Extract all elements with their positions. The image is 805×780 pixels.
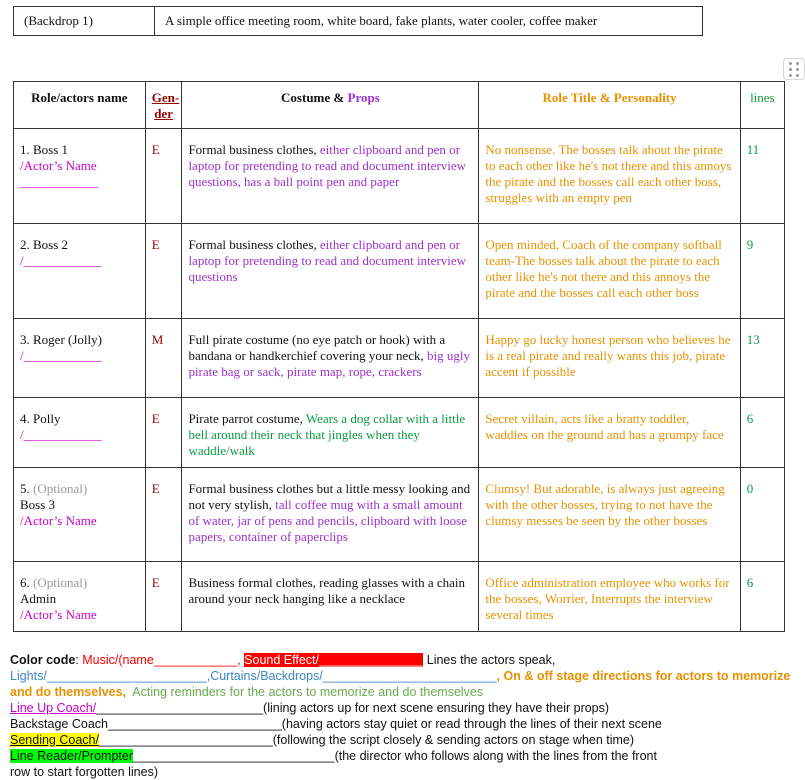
table-row [14, 562, 785, 632]
role-cell [14, 562, 146, 632]
acting-reminders-label: Acting reminders for the actors to memorize and do themselves [126, 685, 484, 699]
role-cell [14, 398, 146, 468]
table-row [14, 224, 785, 319]
actor-name-field[interactable]: /____________ [20, 253, 102, 268]
legend-line-2 [10, 668, 800, 700]
music-label: Music/(name____________, [82, 653, 245, 667]
table-row [14, 129, 785, 224]
actor-name-field[interactable]: /Actor’s Name [20, 513, 97, 528]
role-cell [14, 224, 146, 319]
optional-label: (Optional) [33, 481, 88, 496]
props-text: big ugly pirate bag or sack, pirate map, rope, crackers [188, 348, 471, 379]
table-row [14, 398, 785, 468]
sending-coach-desc: (following the script closely & sending actors on stage when time) [272, 733, 635, 747]
actor-name-field[interactable]: /Actor’s Name [20, 607, 97, 622]
gender-cell: E [145, 468, 182, 562]
table-row [14, 319, 785, 398]
props-text: either clipboard and pen or laptop for pretending to read and document interview questions [188, 237, 467, 284]
line-reader-desc: (the director who follows along with the lines from the front [334, 749, 657, 763]
backstage-coach-desc: (having actors stay quiet or read through the lines of their next scene [281, 717, 662, 731]
title-cell: Open minded, Coach of the company softball team-The bosses talk about the pirate to each other like he's not there and this annoys the pirate and the bosses call each other boss [479, 224, 740, 319]
props-text: tall coffee mug with a small amount of water, jar of pens and pencils, clipboard with loose papers, container of paperclips [188, 497, 467, 544]
gender-cell: M [145, 319, 182, 398]
costume-cell [182, 224, 479, 319]
actor-name-field[interactable]: /____________ [20, 427, 102, 442]
line-reader-blank[interactable]: _____________________________ [132, 749, 335, 763]
header-row [14, 82, 785, 129]
costume-text: Full pirate costume (no eye patch or hook) with a bandana or handkerchief covering your neck, [188, 332, 446, 363]
header-title: Role Title & Personality [479, 82, 740, 129]
gender-cell: E [145, 129, 182, 224]
header-gender-b: der [154, 106, 173, 121]
roles-table [13, 81, 785, 632]
costume-cell [182, 319, 479, 398]
lineup-coach-desc: (lining actors up for next scene ensuring they have their props) [263, 701, 610, 715]
line-reader-label: Line Reader/Prompter [10, 749, 133, 763]
header-props-label: Props [347, 90, 380, 105]
role-name: 3. Roger (Jolly) [20, 332, 102, 347]
costume-cell [182, 468, 479, 562]
role-name: 2. Boss 2 [20, 237, 69, 252]
line-reader-desc-2: row to start forgotten lines) [10, 765, 158, 779]
backstage-coach-blank[interactable]: _________________________ [107, 717, 282, 731]
gender-cell: E [145, 398, 182, 468]
actor-name-blank: ____________ [20, 174, 98, 189]
lines-cell: 0 [740, 468, 784, 562]
lineup-coach-blank[interactable]: ________________________ [96, 701, 264, 715]
backdrop-table [13, 6, 703, 36]
costume-accessory-text: Wears a dog collar with a little bell around their neck that jingles when they waddle/walk [188, 411, 466, 458]
backdrop-description: A simple office meeting room, white board, fake plants, water cooler, coffee maker [155, 7, 703, 36]
title-cell: No nonsense. The bosses talk about the pirate to each other like he's not there and this annoys the pirate and the bosses call each other boss, struggles with an empty pen [479, 129, 740, 224]
legend-line-backstage [10, 716, 800, 732]
sound-effect-label: Sound Effect/_______________ [244, 653, 424, 667]
role-cell [14, 468, 146, 562]
backdrop-label: (Backdrop 1) [14, 7, 155, 36]
role-name: 1. Boss 1 [20, 142, 69, 157]
role-cell [14, 319, 146, 398]
lines-cell: 11 [740, 129, 784, 224]
actor-name-field[interactable]: /____________ [20, 348, 102, 363]
role-number: 6. [20, 575, 30, 590]
actor-name-field[interactable]: /Actor’s Name [20, 158, 97, 173]
lineup-coach-label: Line Up Coach/ [10, 701, 97, 715]
table-row [14, 468, 785, 562]
header-costume [182, 82, 479, 129]
role-name: 4. Polly [20, 411, 61, 426]
optional-label: (Optional) [33, 575, 88, 590]
sending-coach-blank[interactable]: _________________________ [98, 733, 273, 747]
lights-label: Lights/_______________________,Curtains/Backdrops/_________________________ [10, 669, 497, 683]
costume-cell [182, 398, 479, 468]
drag-handle-icon[interactable] [783, 58, 805, 80]
role-name: Boss 3 [20, 497, 56, 512]
props-text: either clipboard and pen or laptop for pretending to read and document interview questions, has a ball point pen and paper [188, 142, 467, 189]
gender-cell: E [145, 224, 182, 319]
legend-colon: : [75, 653, 83, 667]
role-number: 5. [20, 481, 30, 496]
header-costume-label: Costume [281, 90, 331, 105]
costume-text: Formal business clothes but a little messy looking and not very stylish, [188, 481, 471, 512]
costume-text: Formal business clothes, [188, 142, 320, 157]
costume-cell: Business formal clothes, reading glasses with a chain around your neck hanging like a necklace [182, 562, 479, 632]
gender-cell: E [145, 562, 182, 632]
lines-cell: 6 [740, 398, 784, 468]
lines-cell: 9 [740, 224, 784, 319]
title-cell: Secret villain, acts like a bratty toddler, waddles on the ground and has a grumpy face [479, 398, 740, 468]
title-cell: Office administration employee who works for the bosses, Worrier, Interrupts the interview several times [479, 562, 740, 632]
sending-coach-label: Sending Coach/ [10, 733, 99, 747]
role-cell [14, 129, 146, 224]
title-cell: Clumsy! But adorable, is always just agreeing with the other bosses, trying to not have the clumsy messes be seen by the other bosses [479, 468, 740, 562]
backstage-coach-label: Backstage Coach [10, 717, 108, 731]
color-code-legend [10, 652, 800, 780]
costume-text: Formal business clothes, [188, 237, 320, 252]
legend-line-lineup [10, 700, 800, 716]
lines-cell: 6 [740, 562, 784, 632]
header-amp: & [330, 90, 348, 105]
legend-line-reader-cont [10, 764, 800, 780]
color-code-label: Color code [10, 653, 76, 667]
header-lines: lines [740, 82, 784, 129]
costume-cell [182, 129, 479, 224]
header-gender-a: Gen- [151, 90, 180, 105]
header-role: Role/actors name [14, 82, 146, 129]
header-gender [145, 82, 182, 129]
lines-cell: 13 [740, 319, 784, 398]
legend-line-reader [10, 748, 800, 764]
title-cell: Happy go lucky honest person who believes he is a real pirate and really wants this job, pirate accent if possible [479, 319, 740, 398]
stage-directions-label: , On & off stage directions for actors to memorize and do themselves, [10, 669, 791, 699]
role-name: Admin [20, 591, 57, 606]
legend-line-1 [10, 652, 800, 668]
costume-text: Pirate parrot costume, [188, 411, 306, 426]
lines-speak-label: Lines the actors speak, [423, 653, 556, 667]
legend-line-sending [10, 732, 800, 748]
